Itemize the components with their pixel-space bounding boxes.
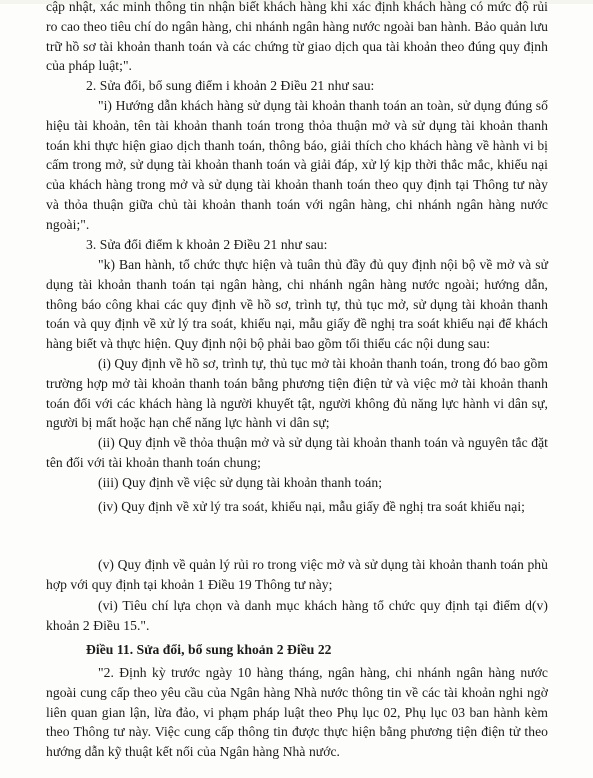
sub-item-v: (v) Quy định về quản lý rủi ro trong việc mở và sử dụng tài khoản thanh toán phù hợp với quy định tại khoản 1 Điều 19 Thông tư này; xyxy=(46,557,548,592)
sub-item-i: (i) Quy định về hồ sơ, trình tự, thủ tục mở tài khoản thanh toán, trong đó bao gồm trường hợp mở tài khoản thanh toán bằng phương tiện điện tử và việc mở tài khoản thanh toán đối với các khách hàng là người khuyết tật, người không đủ năng lực hành vi dân sự, người bị mất hoặc hạn chế năng lực hành vi dân sự; xyxy=(46,356,548,431)
sub-item-iv: (iv) Quy định về xử lý tra soát, khiếu nại, mẫu giấy đề nghị tra soát khiếu nại; xyxy=(98,499,526,514)
article-11-heading: Điều 11. Sửa đổi, bổ sung khoản 2 Điều 22 xyxy=(86,642,332,657)
sub-item-ii: (ii) Quy định về thỏa thuận mở và sử dụng tài khoản thanh toán và nguyên tắc đặt tên đối với tài khoản thanh toán chung; xyxy=(46,435,548,470)
article-11-text: "2. Định kỳ trước ngày 10 hàng tháng, ngân hàng, chi nhánh ngân hàng nước ngoài cung cấp theo yêu cầu của Ngân hàng Nhà nước thông tin về các tài khoản nghi ngờ liên quan gian lận, lừa đảo, vi phạm pháp luật theo Phụ lục 02, Phụ lục 03 ban hành kèm theo Thông tư này. Việc cung cấp thông tin được thực hiện bằng phương tiện điện tử theo hướng dẫn kỹ thuật kết nối của Ngân hàng Nhà nước. xyxy=(46,665,548,760)
sub-item-vi: (vi) Tiêu chí lựa chọn và danh mục khách hàng tổ chức quy định tại điểm d(v) khoản 2 Điều 15.". xyxy=(46,598,548,633)
amendment-item-3-heading: 3. Sửa đổi điểm k khoản 2 Điều 21 như sau: xyxy=(86,237,328,252)
amendment-item-3-text: "k) Ban hành, tổ chức thực hiện và tuân thủ đầy đủ quy định nội bộ về mở và sử dụng tài khoản thanh toán tại ngân hàng, chi nhánh ngân hàng nước ngoài; hướng dẫn, thông báo công khai các quy định về hồ sơ, trình tự, thủ tục mở, sử dụng tài khoản thanh toán và quy định về xử lý tra soát, khiếu nại, mẫu giấy đề nghị tra soát khiếu nại để khách hàng biết và thực hiện. Quy định nội bộ phải bao gồm tối thiểu các nội dung sau: xyxy=(46,257,548,352)
amendment-item-2-text: "i) Hướng dẫn khách hàng sử dụng tài khoản thanh toán an toàn, sử dụng đúng số hiệu tài khoản, tên tài khoản thanh toán trong thỏa thuận mở và sử dụng tài khoản thanh toán khi thực hiện giao dịch thanh toán, thông báo, giải thích cho khách hàng về hành vi bị cấm trong mở, sử dụng tài khoản thanh toán và giải đáp, xử lý kịp thời thắc mắc, khiếu nại của khách hàng trong mở và sử dụng tài khoản thanh toán theo quy định tại Thông tư này và thỏa thuận giữa chủ tài khoản thanh toán với ngân hàng, chi nhánh ngân hàng nước ngoài;". xyxy=(46,98,548,232)
paragraph-continuation: cập nhật, xác minh thông tin nhận biết khách hàng khi xác định khách hàng có mức độ rủi ro cao theo tiêu chí do ngân hàng, chi nhánh ngân hàng nước ngoài ban hành. Bảo quản lưu trữ hồ sơ tài khoản thanh toán và các chứng từ giao dịch qua tài khoản theo đúng quy định của pháp luật;". xyxy=(46,0,548,74)
amendment-item-2-heading: 2. Sửa đổi, bổ sung điểm i khoản 2 Điều 21 như sau: xyxy=(86,78,375,93)
sub-item-iii: (iii) Quy định về việc sử dụng tài khoản thanh toán; xyxy=(98,475,383,490)
